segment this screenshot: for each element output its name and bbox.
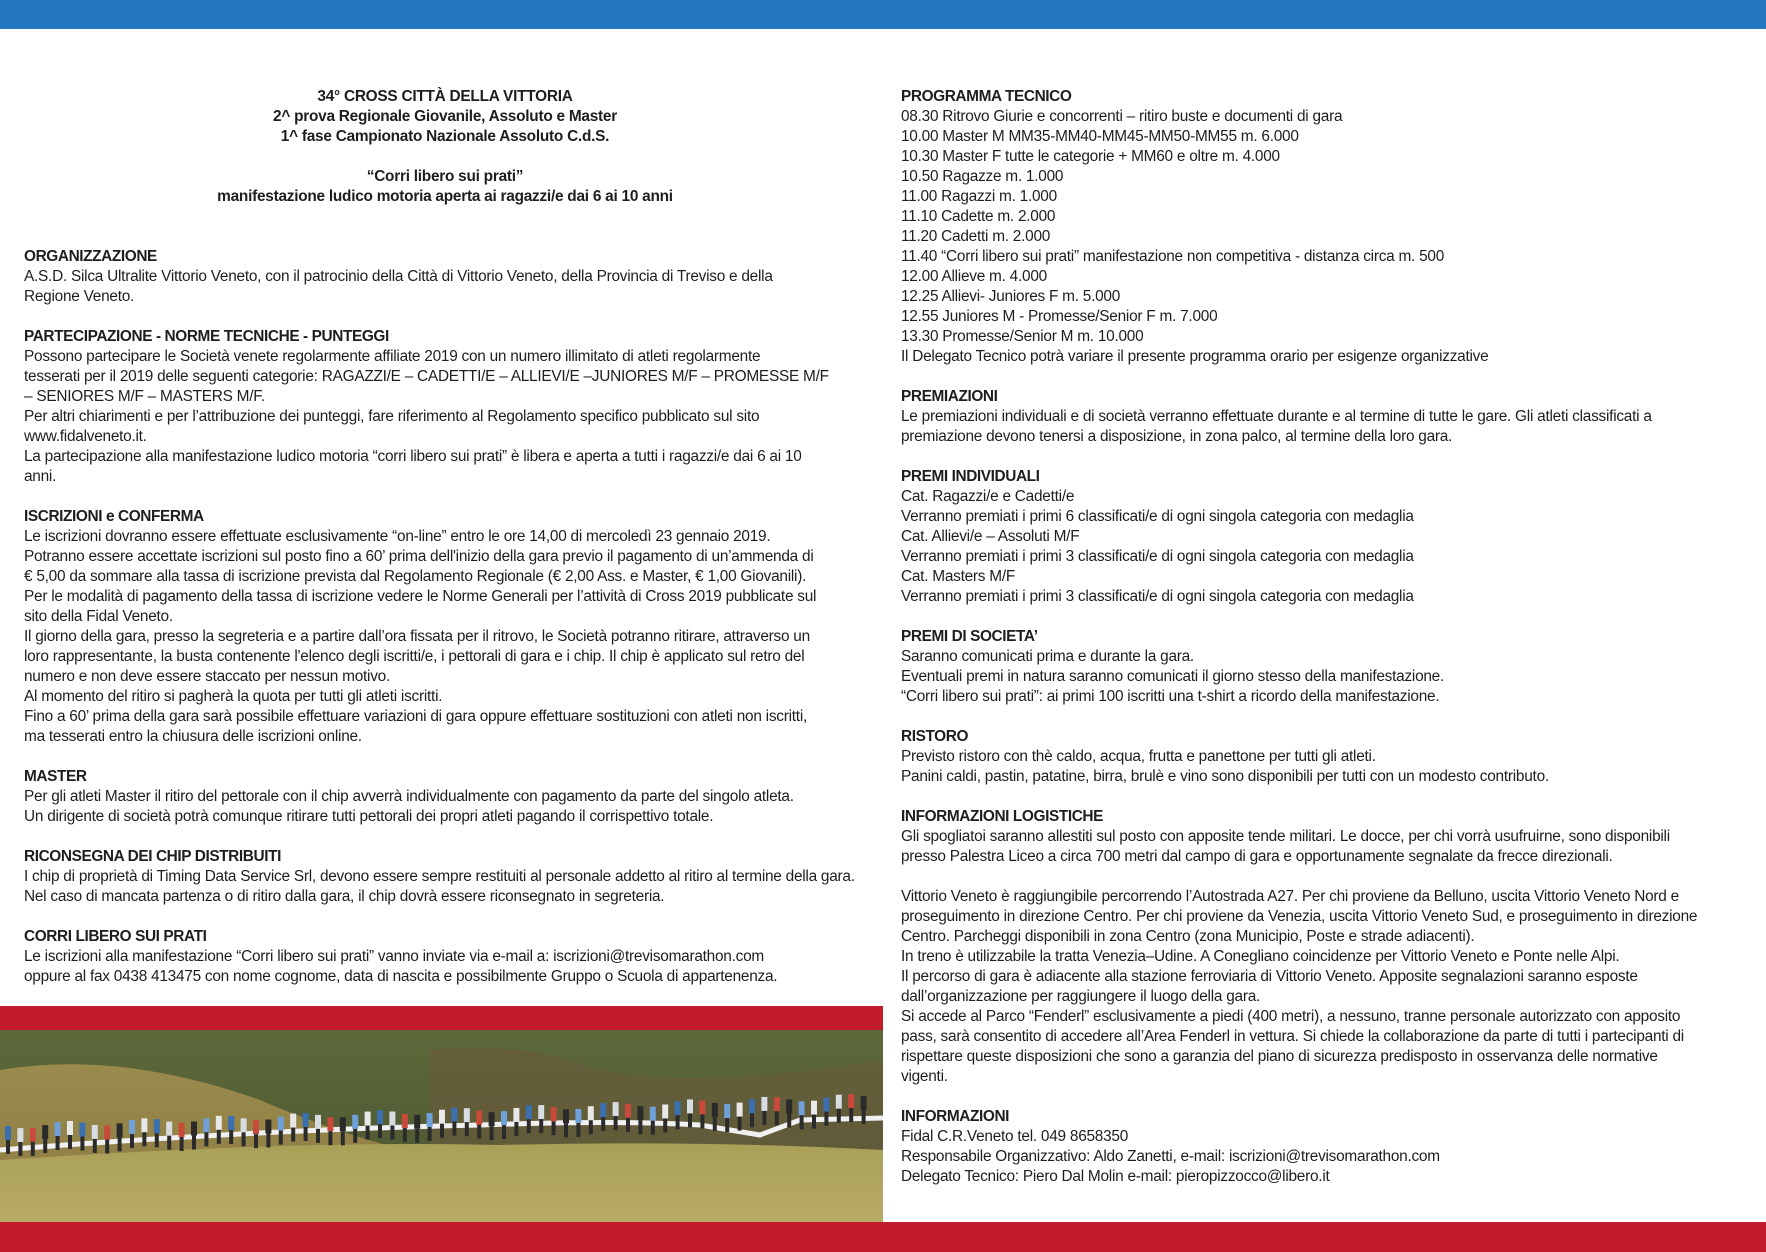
runner: [92, 1125, 98, 1139]
section-text-line: numero e non deve essere staccato per nessun motivo.: [24, 668, 390, 685]
section-text-line: 11.40 “Corri libero sui prati” manifestazione non competitiva - distanza circa m. 500: [901, 248, 1445, 265]
section-text-line: Verranno premiati i primi 3 classificati/e di ogni singola categoria con medaglia: [901, 548, 1414, 565]
runner: [241, 1118, 247, 1132]
runner-legs: [750, 1113, 754, 1127]
runner: [451, 1108, 457, 1122]
runner-legs: [440, 1124, 444, 1138]
runner: [538, 1105, 544, 1119]
runner: [476, 1111, 482, 1125]
runner-legs: [242, 1132, 246, 1146]
runner: [203, 1118, 209, 1132]
runner-legs: [676, 1115, 680, 1129]
runner-legs: [824, 1112, 828, 1126]
runner-legs: [465, 1122, 469, 1136]
section-text-line: € 5,00 da sommare alla tassa di iscrizione prevista dal Regolamento Regionale (€ 2,00 Ass. e Master, € 1,00 Giovanili).: [24, 568, 807, 585]
section-text-line: dall’organizzazione per raggiungere il luogo della gara.: [901, 988, 1261, 1005]
runner-legs: [217, 1130, 221, 1144]
runner: [278, 1117, 284, 1131]
section-text-line: Gli spogliatoi saranno allestiti sul posto con apposite tende militari. Le docce, per chi vorrà usufruirne, sono disponibili: [901, 828, 1670, 845]
section-text-line: Fino a 60’ prima della gara sarà possibile effettuare variazioni di gara oppure effettuare sostituzioni con atleti non iscritti,: [24, 708, 808, 725]
runner: [613, 1102, 619, 1116]
runner-legs: [155, 1133, 159, 1147]
section-text-line: tesserati per il 2019 delle seguenti categorie: RAGAZZI/E – CADETTI/E – ALLIEVI/E –JUNIORES M/F – PROMESSE M/F: [24, 368, 829, 385]
section-text-line: Al momento del ritiro si pagherà la quota per tutti gli atleti iscritti.: [24, 688, 443, 705]
runner-legs: [341, 1131, 345, 1145]
runner-legs: [403, 1128, 407, 1142]
runner: [42, 1125, 48, 1139]
section-text-line: proseguimento in direzione Centro. Per chi proviene da Venezia, uscita Vittorio Veneto Sud, e proseguimento in direzione: [901, 908, 1698, 925]
section-text-line: 10.00 Master M MM35-MM40-MM45-MM50-MM55 m. 6.000: [901, 128, 1299, 145]
section-text-line: Possono partecipare le Società venete regolarmente affiliate 2019 con un numero illimitato di atleti regolarmente: [24, 348, 761, 365]
section-heading: INFORMAZIONI: [901, 1108, 1010, 1125]
runner: [377, 1110, 383, 1124]
runner-legs: [118, 1137, 122, 1151]
section-text-line: Per altri chiarimenti e per l’attribuzione dei punteggi, fare riferimento al Regolamento specifico pubblicato sul sito: [24, 408, 760, 425]
spacer: [901, 367, 1751, 387]
runner: [600, 1103, 606, 1117]
section-text-line: 12.00 Allieve m. 4.000: [901, 268, 1047, 285]
section-heading: ORGANIZZAZIONE: [24, 248, 157, 265]
section-text-line: www.fidalveneto.it.: [24, 428, 147, 445]
runner: [799, 1101, 805, 1115]
runner-legs: [266, 1134, 270, 1148]
runner: [327, 1117, 333, 1131]
runner-legs: [80, 1137, 84, 1151]
section-text-line: 08.30 Ritrovo Giurie e concorrenti – ritiro buste e documenti di gara: [901, 108, 1343, 125]
runner: [30, 1128, 36, 1142]
section-text-line: premiazione devono tenersi a disposizione, in zona palco, al termine della loro gara.: [901, 428, 1453, 445]
title-line: 2^ prova Regionale Giovanile, Assoluto e Master: [273, 108, 617, 125]
runner: [166, 1122, 172, 1136]
runner-legs: [68, 1135, 72, 1149]
section-heading: PREMI DI SOCIETA’: [901, 628, 1038, 645]
runner: [154, 1119, 160, 1133]
section-text-line: Verranno premiati i primi 3 classificati/e di ogni singola categoria con medaglia: [901, 588, 1414, 605]
runner: [55, 1122, 61, 1136]
runner: [104, 1126, 110, 1140]
section: [24, 327, 884, 487]
section-text-line: anni.: [24, 468, 57, 485]
spacer: [901, 787, 1751, 807]
spacer: [24, 827, 884, 847]
spacer: [24, 487, 884, 507]
section-text-line: 10.30 Master F tutte le categorie + MM60 e oltre m. 4.000: [901, 148, 1280, 165]
section-text-line: Eventuali premi in natura saranno comunicati il giorno stesso della manifestazione.: [901, 668, 1445, 685]
runner: [389, 1112, 395, 1126]
section-heading: PREMIAZIONI: [901, 388, 998, 405]
section-text-line: Cat. Allievi/e – Assoluti M/F: [901, 528, 1080, 545]
runner-legs: [700, 1114, 704, 1128]
runner: [650, 1107, 656, 1121]
runner: [699, 1100, 705, 1114]
runner: [724, 1104, 730, 1118]
runner-legs: [576, 1123, 580, 1137]
runner: [861, 1096, 867, 1110]
section-text-line: Regione Veneto.: [24, 288, 135, 305]
runner: [823, 1098, 829, 1112]
runner: [315, 1115, 321, 1129]
runner-legs: [93, 1139, 97, 1153]
section-text-line: Centro. Parcheggi disponibili in zona Centro (zona Municipio, Poste e strade adiacenti).: [901, 928, 1475, 945]
runner: [179, 1123, 185, 1137]
spacer: [901, 1087, 1751, 1107]
red-band: [0, 1006, 883, 1030]
runner: [675, 1101, 681, 1115]
left-column: [24, 87, 884, 987]
section-text-line: 13.30 Promesse/Senior M m. 10.000: [901, 328, 1144, 345]
runner-legs: [688, 1113, 692, 1127]
section: [24, 507, 884, 747]
runner: [191, 1122, 197, 1136]
runner: [365, 1112, 371, 1126]
runner-legs: [229, 1130, 233, 1144]
section-text-line: Delegato Tecnico: Piero Dal Molin e-mail: pieropizzocco@libero.it: [901, 1168, 1330, 1185]
section-text-line: Fidal C.R.Veneto tel. 049 8658350: [901, 1128, 1129, 1145]
section-text-line: Saranno comunicati prima e durante la gara.: [901, 648, 1194, 665]
title-line: “Corri libero sui prati”: [366, 168, 524, 185]
runner: [427, 1113, 433, 1127]
section-text-line: oppure al fax 0438 413475 con nome cognome, data di nascita e possibilmente Gruppo o Scuola di appartenenza.: [24, 968, 778, 985]
runner-legs: [601, 1117, 605, 1131]
runner: [662, 1104, 668, 1118]
spacer: [24, 907, 884, 927]
section: [901, 467, 1751, 607]
spacer: [24, 147, 884, 167]
section-text-line: Un dirigente di società potrà comunque ritirare tutti pettorali dei propri atleti pagando il corrispettivo totale.: [24, 808, 714, 825]
runner: [761, 1097, 767, 1111]
runner: [439, 1110, 445, 1124]
runner: [464, 1108, 470, 1122]
runner: [786, 1100, 792, 1114]
section-text-line: In treno è utilizzabile la tratta Venezia–Udine. A Conegliano coincidenze per Vittorio Veneto e Ponte nelle Alpi.: [901, 948, 1620, 965]
runner: [141, 1118, 147, 1132]
section-text-line: Panini caldi, pastin, patatine, birra, brulè e vino sono disponibili per tutti con un modesto contributo.: [901, 768, 1549, 785]
runner-legs: [56, 1136, 60, 1150]
section-text-line: Le iscrizioni alla manifestazione “Corri libero sui prati” vanno inviate via e-mail a: iscrizioni@trevisomarathon.com: [24, 948, 764, 965]
runner-legs: [762, 1111, 766, 1125]
section: [901, 627, 1751, 707]
section: [901, 727, 1751, 787]
runner-legs: [837, 1109, 841, 1123]
section-heading: ISCRIZIONI e CONFERMA: [24, 508, 204, 525]
runner-legs: [415, 1129, 419, 1143]
runner: [290, 1114, 296, 1128]
cross-country-race-photo: [0, 1006, 883, 1222]
section-heading: RISTORO: [901, 728, 969, 745]
runner: [774, 1097, 780, 1111]
section-text-line: rispettare queste disposizioni che sono a garanzia del piano di sicurezza predisposto in osservanza delle normative: [901, 1048, 1658, 1065]
runner-legs: [725, 1118, 729, 1132]
spacer: [901, 867, 1751, 887]
runner-legs: [490, 1126, 494, 1140]
section-text-line: Previsto ristoro con thè caldo, acqua, frutta e panettone per tutti gli atleti.: [901, 748, 1376, 765]
section-text-line: Per gli atleti Master il ritiro del pettorale con il chip avverrà individualmente con pagamento da parte del singolo atleta.: [24, 788, 794, 805]
section-heading: PARTECIPAZIONE - NORME TECNICHE - PUNTEGGI: [24, 328, 389, 345]
title-line: manifestazione ludico motoria aperta ai ragazzi/e dai 6 ai 10 anni: [217, 188, 673, 205]
runner: [811, 1101, 817, 1115]
section-text-line: Il Delegato Tecnico potrà variare il presente programma orario per esigenze organizzative: [901, 348, 1489, 365]
right-column: [901, 87, 1751, 1187]
runner-legs: [862, 1110, 866, 1124]
runner-legs: [514, 1122, 518, 1136]
runner: [575, 1109, 581, 1123]
title-line: 1^ fase Campionato Nazionale Assoluto C.d.S.: [280, 128, 610, 145]
section-text-line: 12.25 Allievi- Juniores F m. 5.000: [901, 288, 1121, 305]
runner: [712, 1103, 718, 1117]
bottom-red-bar: [0, 1222, 1766, 1252]
runner-legs: [651, 1121, 655, 1135]
runner-legs: [589, 1120, 593, 1134]
spacer: [901, 607, 1751, 627]
section-text-line: Verranno premiati i primi 6 classificati/e di ogni singola categoria con medaglia: [901, 508, 1414, 525]
section-heading: CORRI LIBERO SUI PRATI: [24, 928, 207, 945]
section-text-line: Il percorso di gara è adiacente alla stazione ferroviaria di Vittorio Veneto. Apposite segnalazioni saranno esposte: [901, 968, 1638, 985]
runner: [253, 1120, 259, 1134]
section-text-line: – SENIORES M/F – MASTERS M/F.: [24, 388, 265, 405]
runner: [551, 1107, 557, 1121]
runner-legs: [6, 1140, 10, 1154]
runner: [5, 1126, 11, 1140]
spacer: [24, 307, 884, 327]
runner-legs: [738, 1117, 742, 1131]
runner-legs: [713, 1117, 717, 1131]
section-text-line: Il giorno della gara, presso la segreteria e a partire dall’ora fissata per il ritrovo, le Società potranno ritirare, attraverso un: [24, 628, 810, 645]
runner: [625, 1104, 631, 1118]
section-text-line: A.S.D. Silca Ultralite Vittorio Veneto, con il patrocinio della Città di Vittorio Veneto, della Provincia di Treviso e della: [24, 268, 773, 285]
runner: [303, 1113, 309, 1127]
runner-legs: [477, 1125, 481, 1139]
runner: [340, 1117, 346, 1131]
title-line: 34° CROSS CITTÀ DELLA VITTORIA: [317, 88, 573, 105]
runner: [129, 1120, 135, 1134]
section-heading: MASTER: [24, 768, 87, 785]
runner-legs: [43, 1139, 47, 1153]
runner: [749, 1099, 755, 1113]
section: [901, 87, 1751, 367]
runner-legs: [378, 1124, 382, 1138]
runner-legs: [452, 1122, 456, 1136]
event-title-block: [24, 87, 884, 207]
runner-legs: [390, 1126, 394, 1140]
runner-legs: [663, 1118, 667, 1132]
runner-legs: [204, 1132, 208, 1146]
runner-legs: [552, 1121, 556, 1135]
runner-legs: [787, 1114, 791, 1128]
runner-legs: [142, 1132, 146, 1146]
section: [901, 807, 1751, 1087]
runner: [637, 1106, 643, 1120]
section-text-line: pass, sarà consentito di accedere all’Area Fenderl in vettura. Si chiede la collaborazione da parte di tutti i partecipanti di: [901, 1028, 1684, 1045]
runner: [848, 1094, 854, 1108]
section-text-line: Le premiazioni individuali e di società verranno effettuate durante e al termine di tutte le gare. Gli atleti classificati a: [901, 408, 1652, 425]
runner: [402, 1114, 408, 1128]
runner-legs: [304, 1127, 308, 1141]
runner: [79, 1123, 85, 1137]
section: [24, 847, 884, 907]
runner: [117, 1123, 123, 1137]
section-text-line: Si accede al Parco “Fenderl” esclusivamente a piedi (400 metri), a nessuno, tranne personale autorizzato con apposito: [901, 1008, 1681, 1025]
runner-legs: [428, 1127, 432, 1141]
runner-legs: [626, 1118, 630, 1132]
section-text-line: loro rappresentante, la busta contenente l'elenco degli iscritti/e, i pettorali di gara e i chip. Il chip è applicato sul retro del: [24, 648, 805, 665]
section-text-line: 10.50 Ragazze m. 1.000: [901, 168, 1064, 185]
runner-legs: [180, 1137, 184, 1151]
runner-legs: [366, 1126, 370, 1140]
section-text-line: 11.00 Ragazzi m. 1.000: [901, 188, 1057, 205]
section-text-line: Cat. Ragazzi/e e Cadetti/e: [901, 488, 1075, 505]
runner-legs: [192, 1136, 196, 1150]
runner: [501, 1111, 507, 1125]
runner: [414, 1115, 420, 1129]
runner-legs: [564, 1123, 568, 1137]
section-text-line: Potranno essere accettate iscrizioni sul posto fino a 60’ prima dell'inizio della gara previo il pagamento di un’ammenda di: [24, 548, 814, 565]
runner: [228, 1116, 234, 1130]
section-text-line: 11.20 Cadetti m. 2.000: [901, 228, 1051, 245]
section: [901, 1107, 1751, 1187]
section-text-line: presso Palestra Liceo a circa 700 metri dal campo di gara e opportunamente segnalate da frecce direzionali.: [901, 848, 1613, 865]
runner-legs: [539, 1119, 543, 1133]
section-text-line: Cat. Masters M/F: [901, 568, 1016, 585]
runner: [265, 1120, 271, 1134]
top-blue-bar: [0, 0, 1766, 29]
runner: [489, 1112, 495, 1126]
section-text-line: Vittorio Veneto è raggiungibile percorrendo l’Autostrada A27. Per chi proviene da Belluno, uscita Vittorio Veneto Nord e: [901, 888, 1679, 905]
section-heading: INFORMAZIONI LOGISTICHE: [901, 808, 1103, 825]
section-text-line: La partecipazione alla manifestazione ludico motoria “corri libero sui prati” è libera e aperta a tutti i ragazzi/e dai 6 ai 10: [24, 448, 802, 465]
runner: [737, 1103, 743, 1117]
runner-legs: [775, 1111, 779, 1125]
runner-legs: [812, 1115, 816, 1129]
runner-legs: [105, 1140, 109, 1154]
section-heading: PREMI INDIVIDUALI: [901, 468, 1040, 485]
spacer: [24, 747, 884, 767]
runner: [67, 1121, 73, 1135]
section-text-line: Responsabile Organizzativo: Aldo Zanetti, e-mail: iscrizioni@trevisomarathon.com: [901, 1148, 1440, 1165]
section-text-line: 12.55 Juniores M - Promesse/Senior F m. 7.000: [901, 308, 1218, 325]
section-text-line: Per le modalità di pagamento della tassa di iscrizione vedere le Norme Generali per l’attività di Cross 2019 pubblicate sul: [24, 588, 817, 605]
runner-legs: [130, 1134, 134, 1148]
section-text-line: 11.10 Cadette m. 2.000: [901, 208, 1056, 225]
runner: [513, 1108, 519, 1122]
spacer: [901, 707, 1751, 727]
runner-legs: [279, 1131, 283, 1145]
runner-legs: [353, 1129, 357, 1143]
section-text-line: ma tesserati entro la chiusura delle iscrizioni online.: [24, 728, 362, 745]
race-photo-image: [0, 1030, 883, 1222]
section: [24, 767, 884, 827]
spacer: [901, 447, 1751, 467]
runner-legs: [614, 1116, 618, 1130]
runner-legs: [849, 1108, 853, 1122]
section: [24, 247, 884, 307]
runner-legs: [638, 1120, 642, 1134]
runner-legs: [167, 1136, 171, 1150]
runner-legs: [291, 1128, 295, 1142]
runner: [216, 1116, 222, 1130]
section-text-line: vigenti.: [901, 1068, 948, 1085]
section: [24, 927, 884, 987]
runner: [17, 1128, 23, 1142]
runner: [687, 1099, 693, 1113]
section-text-line: Nel caso di mancata partenza o di ritiro dalla gara, il chip dovrà essere riconsegnato in segreteria.: [24, 888, 665, 905]
runner-legs: [18, 1142, 22, 1156]
runner-legs: [31, 1142, 35, 1156]
runner: [352, 1115, 358, 1129]
section-text-line: Le iscrizioni dovranno essere effettuate esclusivamente “on-line” entro le ore 14,00 di mercoledì 23 gennaio 2019.: [24, 528, 771, 545]
runner-legs: [527, 1119, 531, 1133]
runner-legs: [254, 1134, 258, 1148]
section: [901, 387, 1751, 447]
section-heading: PROGRAMMA TECNICO: [901, 88, 1072, 105]
runner-legs: [316, 1129, 320, 1143]
runner-legs: [800, 1115, 804, 1129]
section-heading: RICONSEGNA DEI CHIP DISTRIBUITI: [24, 848, 281, 865]
runner: [526, 1105, 532, 1119]
section-text-line: I chip di proprietà di Timing Data Service Srl, devono essere sempre restituiti al personale addetto al ritiro al termine della gara.: [24, 868, 855, 885]
runner: [563, 1109, 569, 1123]
section-text-line: “Corri libero sui prati”: ai primi 100 iscritti una t-shirt a ricordo della manifestazione.: [901, 688, 1440, 705]
runner: [588, 1106, 594, 1120]
runner-legs: [328, 1131, 332, 1145]
runner-legs: [502, 1125, 506, 1139]
runner: [836, 1095, 842, 1109]
section-text-line: sito della Fidal Veneto.: [24, 608, 173, 625]
